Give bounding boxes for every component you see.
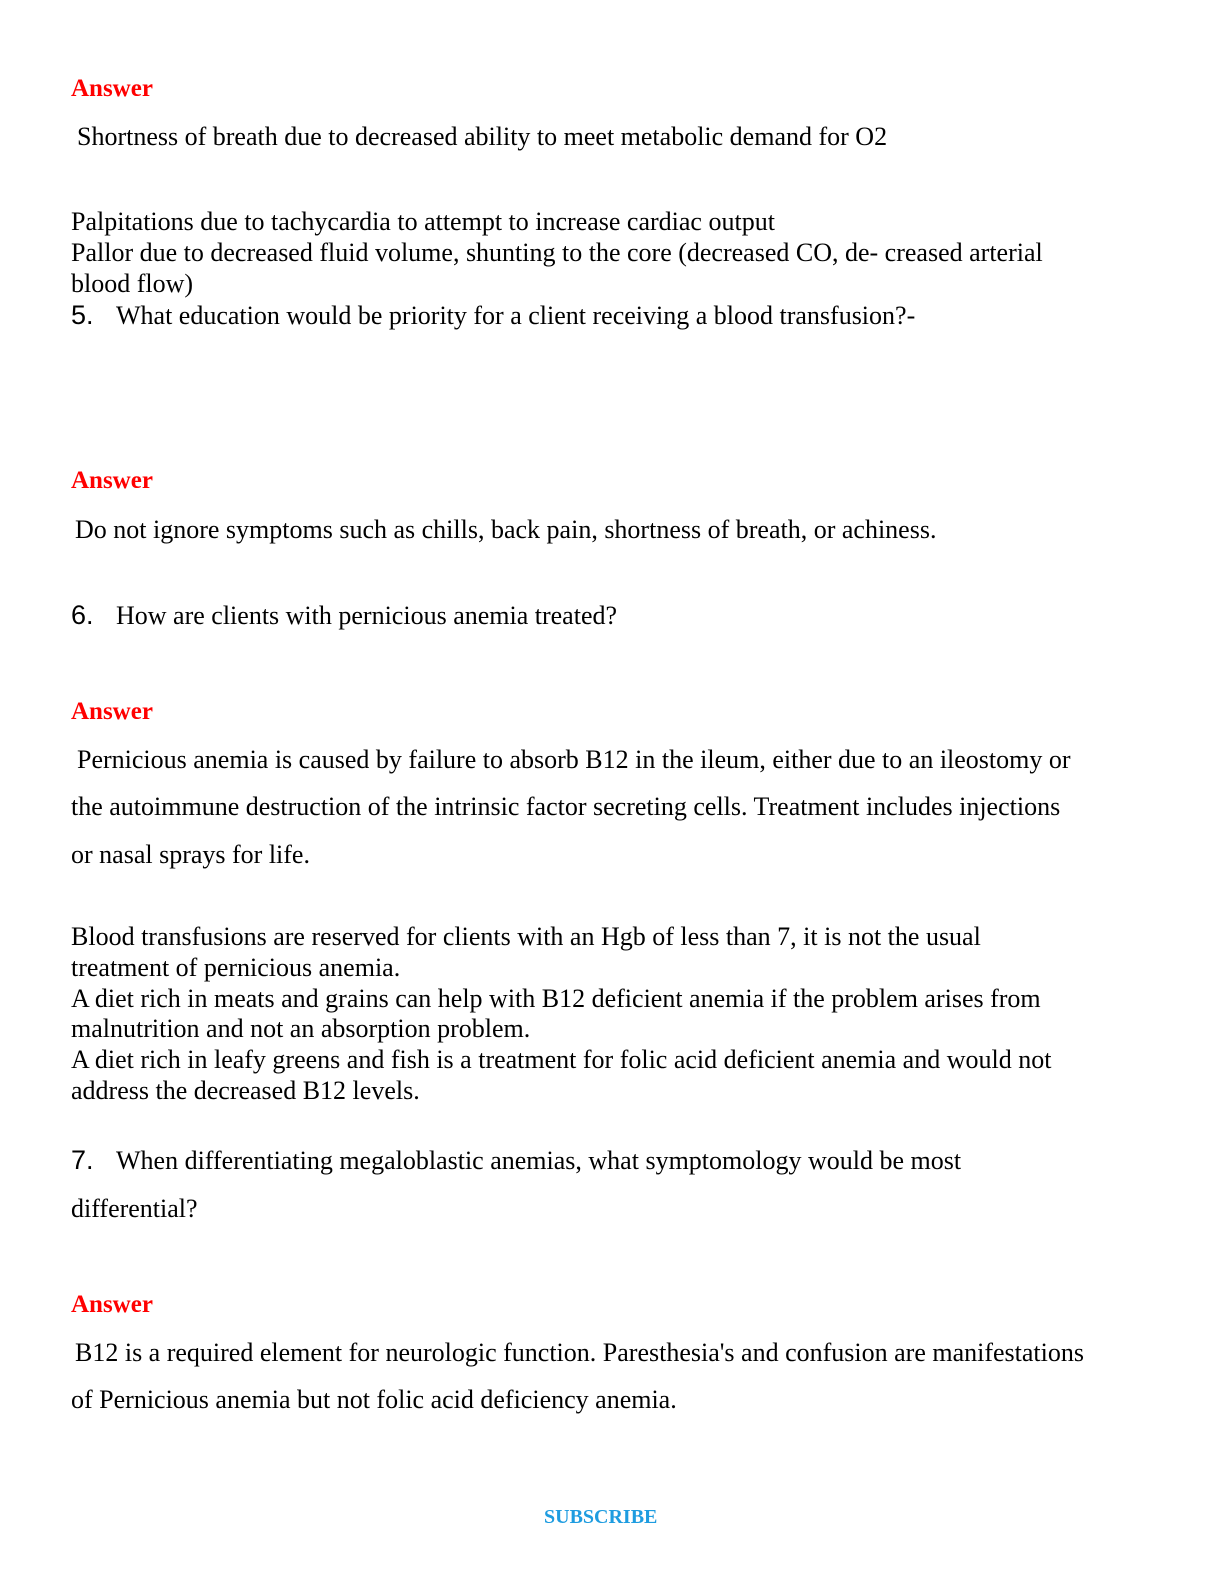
answer-text: Shortness of breath due to decreased ability to meet metabolic demand for O2: [77, 122, 888, 151]
answer-text: blood flow): [71, 269, 194, 298]
answer-text: Blood transfusions are reserved for clients with an Hgb of less than 7, it is not the usual: [71, 922, 981, 951]
question-number: 5.: [71, 300, 94, 330]
answer-text: B12 is a required element for neurologic function. Paresthesia's and confusion are manifestations: [75, 1338, 1084, 1367]
question-text: How are clients with pernicious anemia treated?: [116, 601, 618, 630]
question-text: When differentiating megaloblastic anemias, what symptomology would be most: [116, 1146, 962, 1175]
answer-text: A diet rich in leafy greens and fish is a treatment for folic acid deficient anemia and would not: [71, 1045, 1052, 1074]
answer-heading: Answer: [71, 467, 153, 494]
question-number: 6.: [71, 600, 94, 630]
question-7: [71, 1145, 961, 1176]
subscribe-link[interactable]: SUBSCRIBE: [544, 1506, 658, 1528]
answer-text: Pallor due to decreased fluid volume, shunting to the core (decreased CO, de- creased arterial: [71, 238, 1043, 267]
answer-heading: Answer: [71, 698, 153, 725]
answer-text: Pernicious anemia is caused by failure to absorb B12 in the ileum, either due to an ileostomy or: [77, 745, 1071, 774]
answer-text: of Pernicious anemia but not folic acid deficiency anemia.: [71, 1385, 677, 1414]
question-text: differential?: [71, 1194, 198, 1223]
answer-heading: Answer: [71, 75, 153, 102]
answer-text: address the decreased B12 levels.: [71, 1076, 420, 1105]
question-5: [71, 300, 915, 331]
answer-text: Do not ignore symptoms such as chills, back pain, shortness of breath, or achiness.: [75, 515, 937, 544]
question-number: 7.: [71, 1145, 94, 1175]
answer-text: Palpitations due to tachycardia to attempt to increase cardiac output: [71, 207, 775, 236]
answer-heading: Answer: [71, 1291, 153, 1318]
question-text: What education would be priority for a client receiving a blood transfusion?-: [116, 301, 916, 330]
answer-text: A diet rich in meats and grains can help with B12 deficient anemia if the problem arises from: [71, 984, 1041, 1013]
answer-text: the autoimmune destruction of the intrinsic factor secreting cells. Treatment includes injections: [71, 792, 1061, 821]
answer-text: treatment of pernicious anemia.: [71, 953, 401, 982]
answer-text: malnutrition and not an absorption problem.: [71, 1014, 531, 1043]
answer-text: or nasal sprays for life.: [71, 840, 310, 869]
question-6: [71, 600, 617, 631]
